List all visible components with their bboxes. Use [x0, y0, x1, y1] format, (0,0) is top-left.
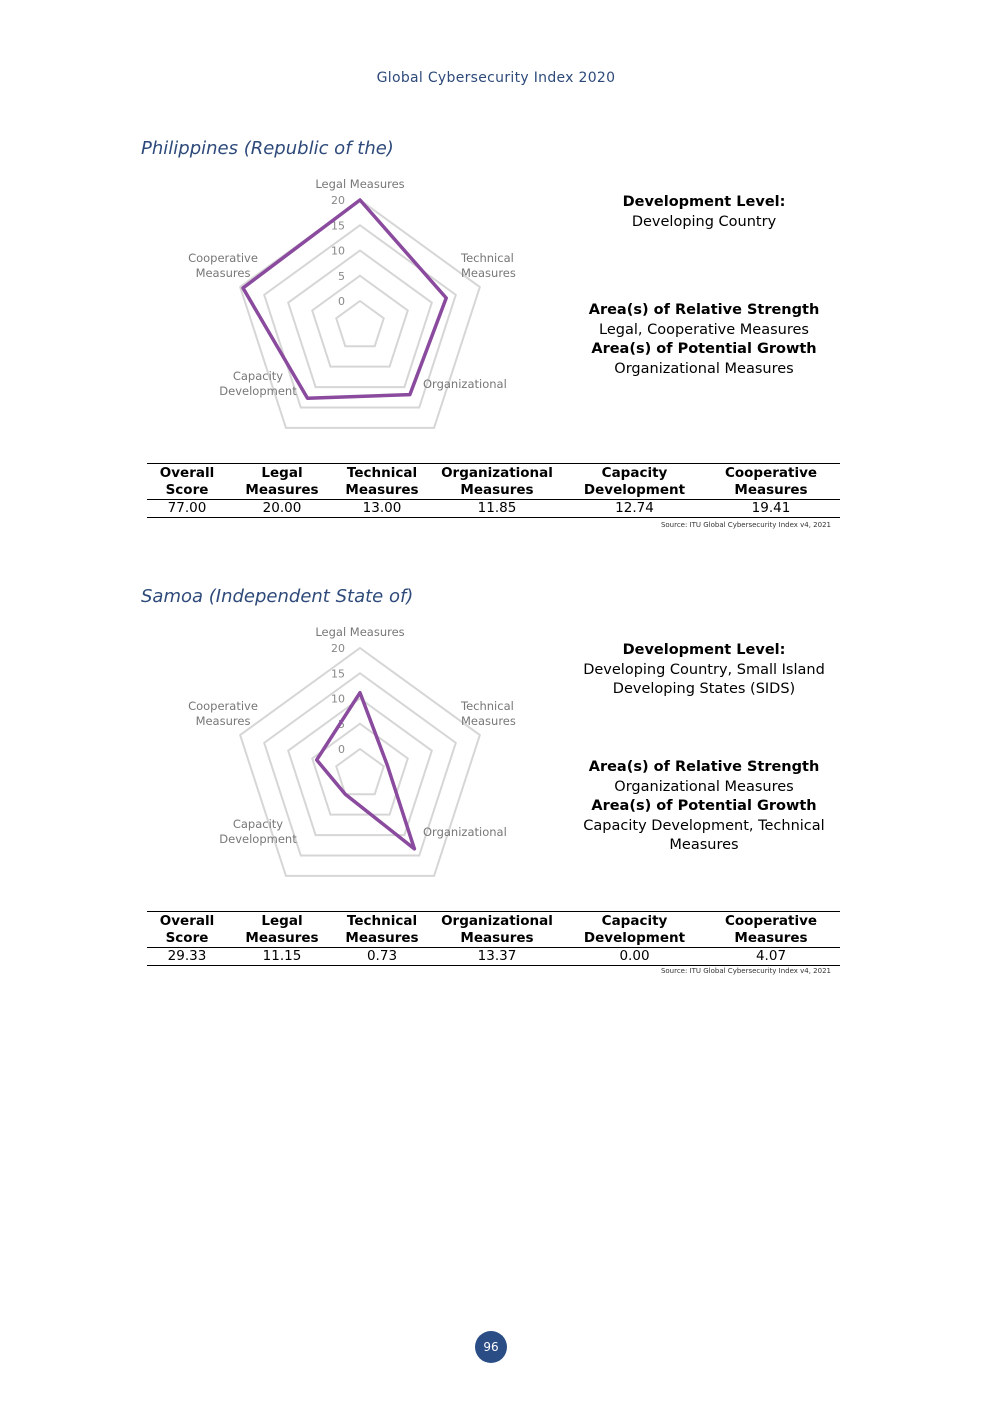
- col-legal: Legal Measures: [227, 912, 337, 948]
- table-row: [147, 500, 840, 518]
- radar-axis-label-line: Measures: [461, 714, 516, 728]
- radar-chart-svg: [180, 177, 530, 428]
- col-cooperative: Cooperative Measures: [702, 464, 840, 500]
- radar-axis-label-line: Organizational: [423, 377, 507, 391]
- col-legal: Legal Measures: [227, 464, 337, 500]
- radar-axis-label: [219, 369, 297, 398]
- radar-tick-label: 10: [331, 692, 345, 706]
- strength-growth-block: [580, 758, 828, 856]
- radar-axis-label-line: Development: [219, 384, 297, 398]
- radar-tick-label: 5: [338, 269, 345, 283]
- radar-axis-label: [188, 251, 258, 280]
- source-note: Source: ITU Global Cybersecurity Index v4, 2021: [660, 521, 831, 529]
- radar-axis-label-line: Legal Measures: [315, 625, 405, 639]
- radar-axis-label: [460, 699, 516, 728]
- score-organizational: 13.37: [427, 948, 567, 966]
- country-section-philippines: [0, 138, 992, 538]
- col-organizational: Organizational Measures: [427, 912, 567, 948]
- radar-axis-label-line: Measures: [461, 266, 516, 280]
- radar-series-line: [317, 693, 415, 849]
- col-overall-score: Overall Score: [147, 912, 227, 948]
- radar-tick-label: 0: [338, 295, 345, 308]
- strength-growth-block: [580, 301, 828, 379]
- col-technical: Technical Measures: [337, 912, 427, 948]
- radar-tick-label: 5: [338, 717, 345, 731]
- radar-axis-label: [460, 251, 516, 280]
- scores-header-row: [147, 464, 840, 500]
- country-title: Philippines (Republic of the): [141, 138, 394, 159]
- strength-label: Area(s) of Relative Strength: [588, 759, 820, 775]
- radar-axis-label: [423, 377, 507, 391]
- score-technical: 0.73: [337, 948, 427, 966]
- score-legal: 11.15: [227, 948, 337, 966]
- radar-axis-label-line: Capacity: [232, 369, 284, 383]
- radar-chart-svg: [180, 625, 530, 876]
- strength-label: Area(s) of Relative Strength: [588, 302, 820, 318]
- radar-axis-label-line: Measures: [195, 714, 251, 728]
- radar-axis-label-line: Capacity: [232, 817, 284, 831]
- source-note: Source: ITU Global Cybersecurity Index v4, 2021: [660, 967, 831, 975]
- score-cooperative: 19.41: [702, 500, 840, 518]
- table-row: [147, 948, 840, 966]
- country-section-samoa: [0, 586, 992, 986]
- radar-tick-label: 10: [331, 244, 345, 258]
- radar-axis-label-line: Development: [219, 832, 297, 846]
- radar-axis-label-line: Cooperative: [188, 699, 258, 713]
- radar-axis-label-line: Organizational: [423, 825, 507, 839]
- development-level-block: [580, 193, 828, 232]
- radar-tick-label: 0: [338, 743, 345, 756]
- score-capacity: 12.74: [567, 500, 702, 518]
- score-capacity: 0.00: [567, 948, 702, 966]
- radar-tick-label: 15: [331, 667, 345, 681]
- radar-axis-label-line: Technical: [461, 251, 514, 265]
- col-overall-score: Overall Score: [147, 464, 227, 500]
- radar-axis-label: [219, 817, 297, 846]
- radar-axis-label-line: Technical: [461, 699, 514, 713]
- col-organizational: Organizational Measures: [427, 464, 567, 500]
- score-cooperative: 4.07: [702, 948, 840, 966]
- growth-label: Area(s) of Potential Growth: [591, 341, 817, 357]
- development-level-value: Developing Country, Small Island Developing States (SIDS): [583, 661, 825, 697]
- strength-value: Legal, Cooperative Measures: [599, 321, 809, 338]
- scores-table: [147, 463, 840, 518]
- radar-axis-label-line: Measures: [195, 266, 251, 280]
- radar-axis-label: [423, 825, 507, 839]
- radar-axis-label: [315, 625, 404, 639]
- radar-axis-label: [315, 177, 404, 191]
- development-level-label: Development Level:: [622, 642, 786, 658]
- running-header: Global Cybersecurity Index 2020: [376, 70, 616, 86]
- score-legal: 20.00: [227, 500, 337, 518]
- radar-tick-label: 15: [331, 219, 345, 233]
- col-cooperative: Cooperative Measures: [702, 912, 840, 948]
- country-title: Samoa (Independent State of): [141, 586, 414, 607]
- radar-axis-label-line: Legal Measures: [315, 177, 405, 191]
- score-organizational: 11.85: [427, 500, 567, 518]
- col-capacity: Capacity Development: [567, 912, 702, 948]
- growth-value: Organizational Measures: [614, 360, 794, 377]
- score-technical: 13.00: [337, 500, 427, 518]
- growth-value: Capacity Development, Technical Measures: [583, 817, 825, 853]
- page-number-badge: 96: [475, 1331, 507, 1363]
- score-overall: 29.33: [147, 948, 227, 966]
- col-technical: Technical Measures: [337, 464, 427, 500]
- development-level-block: [580, 641, 828, 700]
- growth-label: Area(s) of Potential Growth: [591, 798, 817, 814]
- radar-axis-label: [188, 699, 258, 728]
- radar-axis-label-line: Cooperative: [188, 251, 258, 265]
- scores-header-row: [147, 912, 840, 948]
- radar-tick-label: 20: [331, 194, 345, 207]
- radar-tick-label: 20: [331, 642, 345, 655]
- development-level-value: Developing Country: [631, 213, 777, 230]
- strength-value: Organizational Measures: [614, 778, 794, 795]
- scores-table: [147, 911, 840, 966]
- radar-chart: [180, 177, 530, 428]
- score-overall: 77.00: [147, 500, 227, 518]
- col-capacity: Capacity Development: [567, 464, 702, 500]
- radar-chart: [180, 625, 530, 876]
- development-level-label: Development Level:: [622, 194, 786, 210]
- radar-grid-ring: [312, 276, 408, 367]
